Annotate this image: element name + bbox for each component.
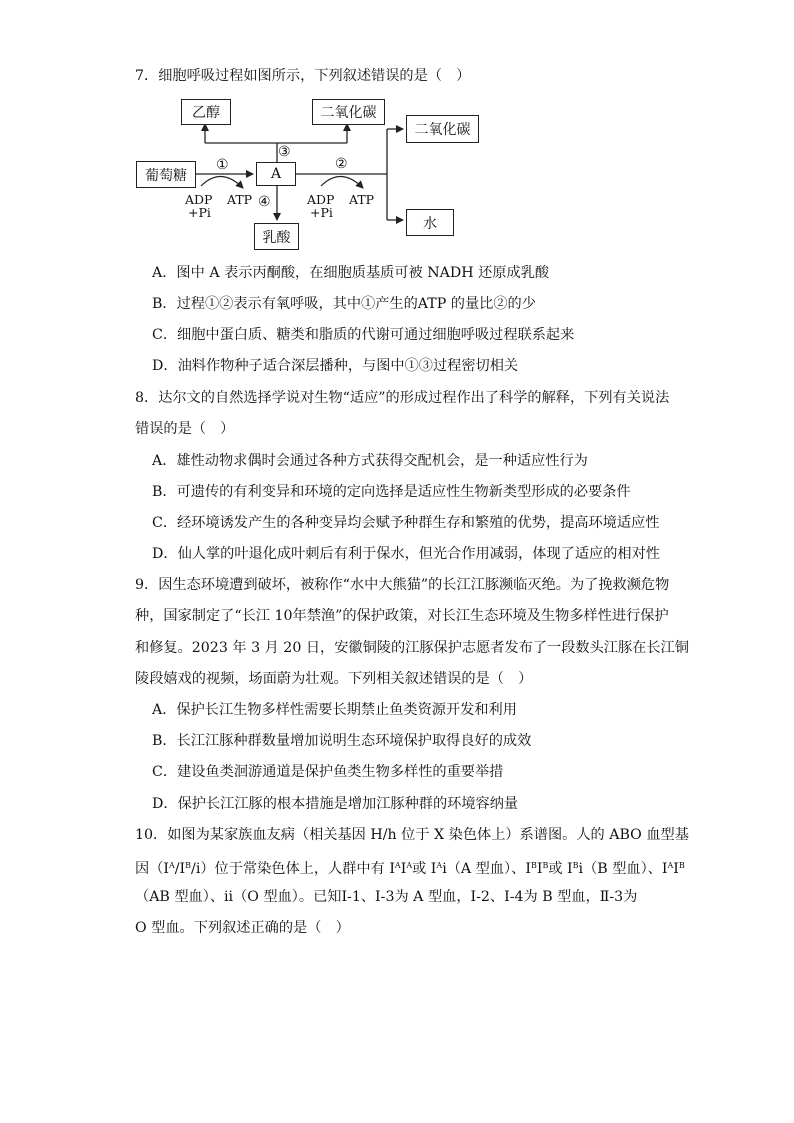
- q9-stem-line-1: 9．因生态环境遭到破坏，被称作“水中大熊猫”的长江江豚濒临灭绝。为了挽救濒危物: [135, 577, 670, 593]
- q8-option-d: D．仙人掌的叶退化成叶刺后有利于保水，但光合作用减弱，体现了适应的相对性: [152, 546, 660, 562]
- adp-label-2: ADP: [307, 192, 335, 207]
- q10-stem-line-2: 因$(I^A/I^B/i)$位于常染色体上，人群中有 $I^AI^A$或 $I^Ai(A$ 型血）、$I^BI^B$或 $I^Bi(B$ 型血）、$I^AI^B$: [135, 861, 685, 877]
- q10-stem-line-1: 10．如图为某家族血友病（相关基因 H/h 位于 X 染色体上）系谱图。人的 ABO 血型基: [135, 827, 689, 843]
- q10-stem-line-3: （AB 型血）、ii（O 型血）。已知Ⅰ-1、Ⅰ-3为 A 型血，Ⅰ-2、Ⅰ-4为 B 型血，Ⅱ-3为: [135, 889, 638, 905]
- pi-label-2: +Pi: [310, 205, 333, 220]
- ethanol-box: 乙醇: [181, 99, 231, 125]
- step-2-marker: ②: [335, 156, 348, 172]
- q9-stem-line-2: 种，国家制定了“长江 10年禁渔”的保护政策，对长江生态环境及生物多样性进行保护: [135, 608, 669, 624]
- q9-stem-line-4: 陵段嬉戏的视频，场面蔚为壮观。下列相关叙述错误的是（ ）: [135, 671, 533, 687]
- q8-option-b: B．可遗传的有利变异和环境的定向选择是适应性生物新类型形成的必要条件: [152, 484, 631, 500]
- atp-label-1: ATP: [227, 192, 253, 207]
- q7-option-d: D．油料作物种子适合深层播种，与图中①③过程密切相关: [152, 358, 519, 374]
- q9-option-b: B．长江江豚种群数量增加说明生态环境保护取得良好的成效: [152, 733, 532, 749]
- q9-option-d: D．保护长江江豚的根本措施是增加江豚种群的环境容纳量: [152, 796, 519, 812]
- atp-label-2: ATP: [349, 192, 375, 207]
- pi-label-1: +Pi: [188, 205, 211, 220]
- q7-option-b: B．过程①②表示有氧呼吸，其中①产生的ATP 的量比②的少: [152, 296, 536, 312]
- q8-stem-line-2: 错误的是（ ）: [135, 421, 235, 437]
- q9-option-a: A．保护长江生物多样性需要长期禁止鱼类资源开发和利用: [152, 702, 517, 718]
- step-3-marker: ③: [278, 144, 291, 160]
- q7-stem: 7．细胞呼吸过程如图所示，下列叙述错误的是（ ）: [135, 68, 471, 84]
- water-box: 水: [406, 209, 454, 236]
- co2-right-box: 二氧化碳: [406, 115, 479, 143]
- q8-stem-line-1: 8．达尔文的自然选择学说对生物“适应”的形成过程作出了科学的解释，下列有关说法: [135, 390, 670, 406]
- q8-option-c: C．经环境诱发产生的各种变异均会赋予种群生存和繁殖的优势，提高环境适应性: [152, 515, 660, 531]
- step-1-marker: ①: [216, 157, 229, 173]
- q9-stem-line-3: 和修复。2023 年 3 月 20 日，安徽铜陵的江豚保护志愿者发布了一段数头江豚在长江铜: [135, 640, 689, 656]
- co2-top-box: 二氧化碳: [312, 99, 385, 125]
- glucose-box: 葡萄糖: [136, 161, 196, 188]
- lactic-acid-box: 乳酸: [254, 223, 299, 250]
- q8-option-a: A．雄性动物求偶时会通过各种方式获得交配机会，是一种适应性行为: [152, 453, 588, 469]
- adp-label-1: ADP: [185, 192, 213, 207]
- q7-option-c: C．细胞中蛋白质、糖类和脂质的代谢可通过细胞呼吸过程联系起来: [152, 327, 575, 343]
- q10-stem-line-4: O 型血。下列叙述正确的是（ ）: [135, 920, 350, 936]
- a-box: A: [256, 162, 296, 186]
- q9-option-c: C．建设鱼类洄游通道是保护鱼类生物多样性的重要举措: [152, 764, 504, 780]
- step-4-marker: ④: [258, 194, 271, 210]
- q7-option-a: A．图中 A 表示丙酮酸，在细胞质基质可被 NADH 还原成乳酸: [152, 265, 550, 281]
